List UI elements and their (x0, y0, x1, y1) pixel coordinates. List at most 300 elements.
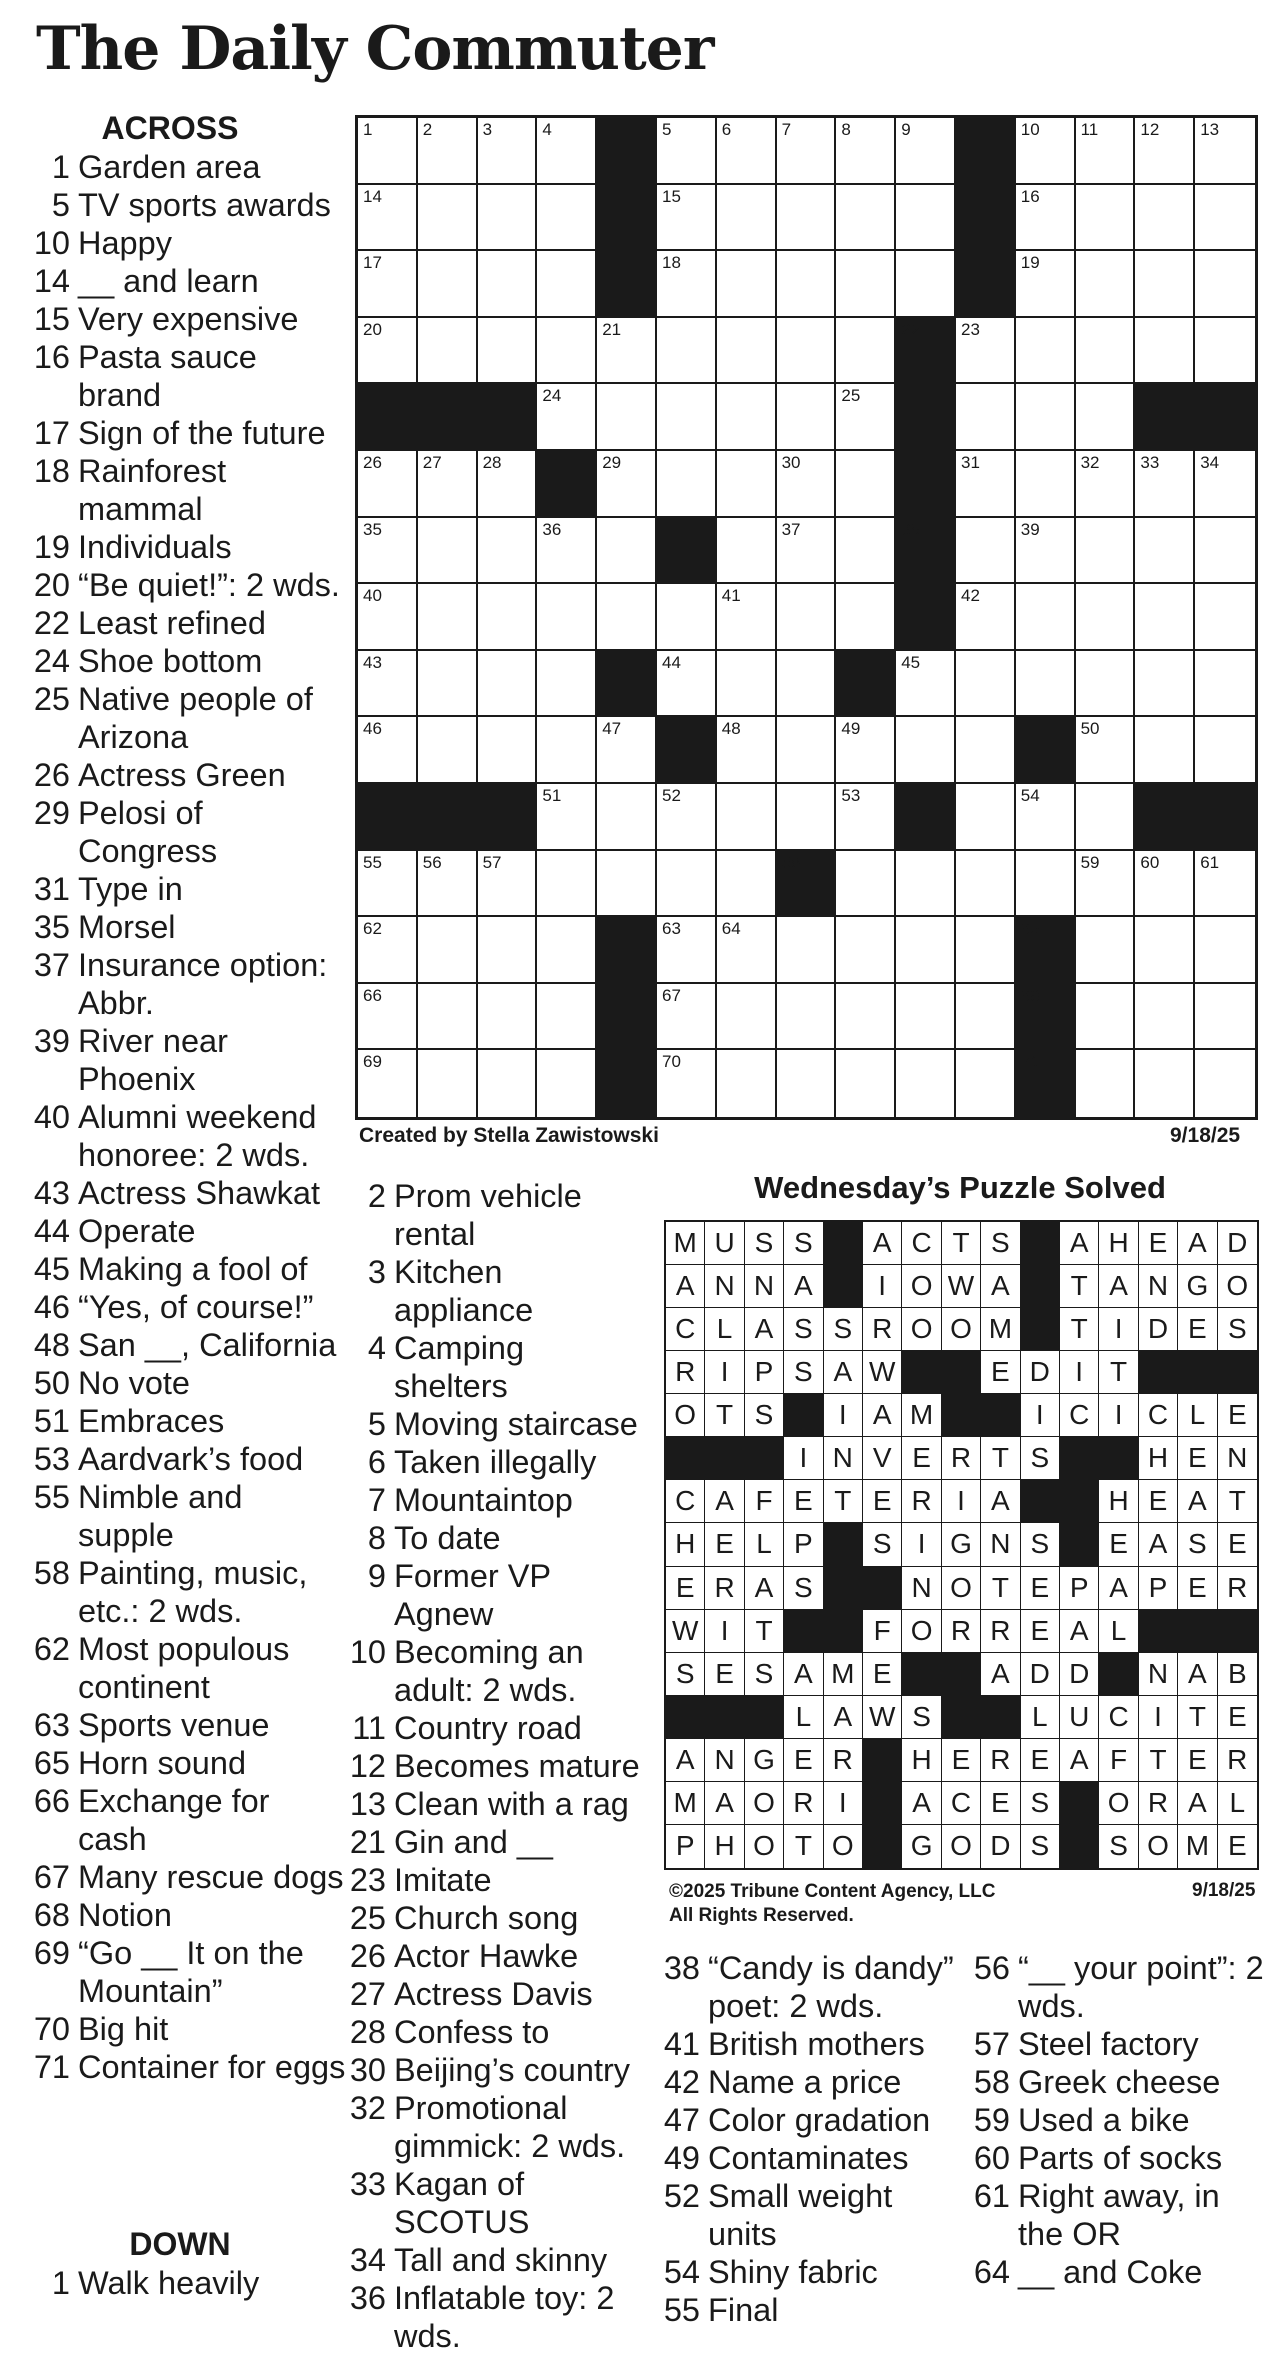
grid-cell[interactable] (418, 451, 478, 518)
grid-cell[interactable] (478, 651, 538, 718)
grid-cell[interactable] (418, 984, 478, 1051)
grid-cell[interactable] (657, 118, 717, 185)
grid-cell[interactable] (597, 717, 657, 784)
grid-cell[interactable] (717, 318, 777, 385)
solution-cell: E (1139, 1222, 1178, 1265)
clue-text: Nimble and supple (78, 1479, 243, 1553)
grid-cell[interactable] (1076, 917, 1136, 984)
grid-cell[interactable] (358, 651, 418, 718)
grid-cell[interactable] (896, 851, 956, 918)
grid-cell[interactable] (478, 1050, 538, 1117)
grid-cell[interactable] (1195, 318, 1255, 385)
grid-cell[interactable] (717, 917, 777, 984)
solution-cell-black (981, 1696, 1020, 1739)
grid-cell[interactable] (1076, 251, 1136, 318)
grid-cell[interactable] (537, 851, 597, 918)
clue-number: 6 (367, 1444, 386, 1480)
clue-across-53 (30, 1440, 346, 1478)
grid-cell[interactable] (418, 917, 478, 984)
grid-cell[interactable] (836, 451, 896, 518)
grid-cell[interactable] (537, 118, 597, 185)
clue-text: TV sports awards (78, 187, 331, 223)
down-clues-column-4 (970, 1949, 1270, 2291)
grid-cell[interactable] (537, 185, 597, 252)
grid-cell[interactable] (657, 384, 717, 451)
grid-cell[interactable] (1195, 118, 1255, 185)
grid-cell[interactable] (1076, 451, 1136, 518)
grid-cell[interactable] (358, 917, 418, 984)
grid-cell[interactable] (418, 251, 478, 318)
grid-cell[interactable] (657, 984, 717, 1051)
grid-cell[interactable] (777, 584, 837, 651)
grid-cell[interactable] (418, 851, 478, 918)
grid-cell[interactable] (657, 451, 717, 518)
grid-cell[interactable] (358, 518, 418, 585)
grid-cell[interactable] (836, 185, 896, 252)
solution-cell: O (824, 1825, 863, 1868)
grid-cell[interactable] (1016, 518, 1076, 585)
clue-number: 17 (33, 415, 70, 451)
grid-cell[interactable] (1135, 451, 1195, 518)
cell-number: 3 (482, 120, 493, 139)
cell-number: 21 (602, 319, 622, 339)
grid-cell[interactable] (1135, 1050, 1195, 1117)
solution-cell: R (902, 1480, 941, 1523)
grid-cell[interactable] (1195, 851, 1255, 918)
clue-across-22 (30, 604, 346, 642)
crossword-grid[interactable] (355, 115, 1258, 1120)
grid-cell[interactable] (1195, 984, 1255, 1051)
grid-cell[interactable] (1016, 451, 1076, 518)
grid-cell[interactable] (358, 118, 418, 185)
grid-cell-black (1016, 717, 1076, 784)
clue-text: Camping shelters (394, 1330, 525, 1404)
solution-cell: I (1021, 1394, 1060, 1437)
grid-cell[interactable] (358, 318, 418, 385)
grid-cell[interactable] (1016, 384, 1076, 451)
grid-cell[interactable] (836, 784, 896, 851)
solution-cell: W (863, 1696, 902, 1739)
grid-cell[interactable] (358, 451, 418, 518)
grid-cell[interactable] (1076, 717, 1136, 784)
solution-cell: A (1139, 1523, 1178, 1566)
clue-text: Country road (394, 1710, 582, 1746)
grid-cell[interactable] (537, 251, 597, 318)
grid-cell[interactable] (777, 1050, 837, 1117)
grid-cell[interactable] (657, 1050, 717, 1117)
clue-text: Big hit (78, 2011, 169, 2047)
grid-cell[interactable] (1076, 651, 1136, 718)
grid-cell[interactable] (956, 717, 1016, 784)
grid-cell[interactable] (1135, 917, 1195, 984)
clue-down-8 (346, 1519, 646, 1557)
grid-cell[interactable] (956, 584, 1016, 651)
grid-cell[interactable] (717, 185, 777, 252)
solution-cell: E (1139, 1480, 1178, 1523)
solution-cell: P (1139, 1567, 1178, 1610)
grid-cell[interactable] (597, 451, 657, 518)
clue-number: 1 (51, 149, 70, 185)
solution-cell: B (1218, 1653, 1257, 1696)
grid-cell[interactable] (537, 984, 597, 1051)
grid-cell[interactable] (537, 1050, 597, 1117)
clue-number: 22 (33, 605, 70, 641)
cell-number: 2 (422, 120, 433, 139)
grid-cell[interactable] (836, 584, 896, 651)
grid-cell[interactable] (597, 584, 657, 651)
grid-cell[interactable] (1135, 717, 1195, 784)
solution-cell: C (1099, 1696, 1138, 1739)
grid-cell[interactable] (956, 651, 1016, 718)
clue-text: Shoe bottom (78, 643, 263, 679)
grid-cell[interactable] (1195, 651, 1255, 718)
grid-cell[interactable] (1135, 651, 1195, 718)
clue-text: Actress Shawkat (78, 1175, 321, 1211)
clue-across-58 (30, 1554, 346, 1630)
grid-cell[interactable] (717, 651, 777, 718)
grid-cell[interactable] (657, 851, 717, 918)
clue-number: 40 (33, 1099, 70, 1135)
clue-number: 11 (352, 1710, 386, 1746)
grid-cell[interactable] (836, 251, 896, 318)
grid-cell[interactable] (717, 784, 777, 851)
grid-cell[interactable] (1135, 984, 1195, 1051)
grid-cell[interactable] (537, 584, 597, 651)
clue-across-66 (30, 1782, 346, 1858)
grid-cell[interactable] (896, 185, 956, 252)
grid-cell[interactable] (537, 651, 597, 718)
clue-number: 9 (367, 1558, 386, 1594)
cell-number: 6 (721, 120, 732, 139)
clue-across-29 (30, 794, 346, 870)
cell-number: 60 (1140, 852, 1160, 872)
solution-cell: E (1099, 1523, 1138, 1566)
grid-cell[interactable] (657, 185, 717, 252)
cell-number: 54 (1020, 785, 1040, 805)
solution-cell: V (863, 1437, 902, 1480)
grid-cell[interactable] (717, 717, 777, 784)
grid-cell[interactable] (597, 384, 657, 451)
grid-cell[interactable] (657, 784, 717, 851)
grid-cell[interactable] (1195, 251, 1255, 318)
grid-cell[interactable] (836, 1050, 896, 1117)
grid-cell[interactable] (1195, 717, 1255, 784)
clue-down-49 (660, 2139, 960, 2177)
solution-cell: T (981, 1437, 1020, 1480)
clue-number: 10 (349, 1634, 386, 1670)
grid-cell[interactable] (1076, 384, 1136, 451)
grid-cell[interactable] (597, 518, 657, 585)
grid-cell[interactable] (896, 717, 956, 784)
clue-down-28 (346, 2013, 646, 2051)
cell-number: 63 (661, 919, 681, 939)
clue-down-9 (346, 1557, 646, 1633)
clue-text: Pelosi of Congress (78, 795, 218, 869)
grid-cell[interactable] (717, 984, 777, 1051)
grid-cell[interactable] (836, 851, 896, 918)
grid-cell[interactable] (1135, 118, 1195, 185)
solution-cell-black (1139, 1610, 1178, 1653)
grid-cell[interactable] (478, 185, 538, 252)
grid-cell[interactable] (1076, 784, 1136, 851)
grid-cell[interactable] (1135, 584, 1195, 651)
grid-cell[interactable] (956, 1050, 1016, 1117)
grid-cell[interactable] (1016, 851, 1076, 918)
grid-cell[interactable] (717, 851, 777, 918)
grid-cell[interactable] (1076, 984, 1136, 1051)
grid-cell[interactable] (537, 384, 597, 451)
grid-cell[interactable] (896, 984, 956, 1051)
grid-cell[interactable] (956, 984, 1016, 1051)
grid-cell[interactable] (358, 1050, 418, 1117)
copyright (669, 1880, 996, 1928)
solution-cell: G (902, 1825, 941, 1868)
grid-cell[interactable] (777, 717, 837, 784)
grid-cell[interactable] (1076, 518, 1136, 585)
grid-cell[interactable] (1195, 1050, 1255, 1117)
solution-cell: A (745, 1308, 784, 1351)
grid-cell[interactable] (956, 384, 1016, 451)
grid-cell[interactable] (478, 318, 538, 385)
grid-cell[interactable] (1195, 518, 1255, 585)
grid-cell[interactable] (896, 251, 956, 318)
grid-cell[interactable] (896, 917, 956, 984)
clue-number: 42 (663, 2064, 700, 2100)
grid-cell[interactable] (836, 917, 896, 984)
solution-cell: O (942, 1308, 981, 1351)
clue-text: Beijing’s country (394, 2052, 631, 2088)
clue-across-26 (30, 756, 346, 794)
grid-cell[interactable] (896, 651, 956, 718)
grid-cell[interactable] (537, 784, 597, 851)
solution-cell-black (1060, 1523, 1099, 1566)
clue-number: 29 (33, 795, 70, 831)
grid-cell[interactable] (537, 717, 597, 784)
grid-cell[interactable] (1135, 518, 1195, 585)
solution-cell: D (1060, 1653, 1099, 1696)
clue-text: Final (708, 2292, 779, 2328)
grid-cell[interactable] (836, 384, 896, 451)
grid-cell[interactable] (777, 984, 837, 1051)
clue-number: 49 (663, 2140, 700, 2176)
grid-cell[interactable] (597, 318, 657, 385)
clue-text: Actress Davis (394, 1976, 593, 2012)
solution-cell: E (1178, 1437, 1217, 1480)
grid-cell[interactable] (478, 451, 538, 518)
grid-cell[interactable] (777, 384, 837, 451)
grid-cell[interactable] (358, 185, 418, 252)
grid-cell[interactable] (777, 451, 837, 518)
grid-cell[interactable] (418, 651, 478, 718)
clue-text: Individuals (78, 529, 232, 565)
clue-text: Actor Hawke (394, 1938, 579, 1974)
grid-cell[interactable] (478, 251, 538, 318)
grid-cell[interactable] (777, 651, 837, 718)
grid-cell[interactable] (478, 717, 538, 784)
grid-cell[interactable] (657, 584, 717, 651)
solution-cell: M (666, 1222, 705, 1265)
solution-cell: H (705, 1825, 744, 1868)
grid-cell[interactable] (1195, 584, 1255, 651)
grid-cell[interactable] (657, 318, 717, 385)
solution-cell: S (745, 1394, 784, 1437)
grid-cell[interactable] (1076, 851, 1136, 918)
grid-cell[interactable] (717, 518, 777, 585)
grid-cell[interactable] (418, 318, 478, 385)
clue-number: 14 (33, 263, 70, 299)
solution-cell: A (705, 1782, 744, 1825)
grid-cell[interactable] (1016, 784, 1076, 851)
clue-text: Greek cheese (1018, 2064, 1221, 2100)
solution-cell: D (1218, 1222, 1257, 1265)
solution-cell: R (981, 1739, 1020, 1782)
grid-cell[interactable] (1016, 118, 1076, 185)
grid-cell[interactable] (956, 318, 1016, 385)
clue-text: Name a price (708, 2064, 902, 2100)
grid-cell[interactable] (836, 318, 896, 385)
grid-cell[interactable] (777, 318, 837, 385)
grid-cell[interactable] (537, 917, 597, 984)
grid-cell[interactable] (537, 518, 597, 585)
grid-cell[interactable] (1195, 451, 1255, 518)
grid-cell[interactable] (1016, 318, 1076, 385)
grid-cell[interactable] (478, 584, 538, 651)
grid-cell[interactable] (836, 717, 896, 784)
grid-cell[interactable] (478, 984, 538, 1051)
grid-cell[interactable] (418, 717, 478, 784)
grid-cell[interactable] (358, 584, 418, 651)
grid-cell[interactable] (777, 251, 837, 318)
solution-cell-black (942, 1696, 981, 1739)
grid-cell[interactable] (717, 451, 777, 518)
grid-cell-black (1016, 917, 1076, 984)
clue-number: 26 (33, 757, 70, 793)
grid-cell[interactable] (777, 118, 837, 185)
grid-cell-black (836, 651, 896, 718)
grid-cell[interactable] (478, 917, 538, 984)
grid-cell[interactable] (1016, 584, 1076, 651)
grid-cell[interactable] (836, 984, 896, 1051)
clue-number: 64 (973, 2254, 1010, 2290)
grid-cell[interactable] (478, 851, 538, 918)
clue-text: Least refined (78, 605, 266, 641)
copyright-line-2: All Rights Reserved. (669, 1905, 854, 1926)
grid-cell[interactable] (956, 451, 1016, 518)
clue-text: Small weight units (708, 2178, 893, 2252)
grid-cell[interactable] (358, 717, 418, 784)
solution-cell: C (1060, 1394, 1099, 1437)
solution-cell: T (1060, 1265, 1099, 1308)
grid-cell[interactable] (777, 518, 837, 585)
grid-cell[interactable] (1195, 917, 1255, 984)
solution-cell: W (942, 1265, 981, 1308)
grid-cell[interactable] (358, 851, 418, 918)
grid-cell[interactable] (836, 518, 896, 585)
grid-cell[interactable] (1016, 251, 1076, 318)
grid-cell[interactable] (418, 584, 478, 651)
grid-cell[interactable] (358, 251, 418, 318)
grid-cell[interactable] (1076, 1050, 1136, 1117)
solution-cell: A (863, 1222, 902, 1265)
clue-number: 47 (663, 2102, 700, 2138)
cell-number: 49 (841, 719, 861, 739)
grid-cell[interactable] (1076, 185, 1136, 252)
grid-cell[interactable] (1016, 651, 1076, 718)
grid-cell[interactable] (956, 917, 1016, 984)
solution-cell: A (1099, 1567, 1138, 1610)
grid-cell[interactable] (418, 118, 478, 185)
grid-cell[interactable] (777, 784, 837, 851)
grid-cell[interactable] (777, 185, 837, 252)
solution-cell: D (981, 1825, 1020, 1868)
grid-cell[interactable] (597, 784, 657, 851)
grid-cell[interactable] (1076, 118, 1136, 185)
grid-cell[interactable] (537, 318, 597, 385)
grid-cell[interactable] (358, 984, 418, 1051)
solution-cell-black (1021, 1308, 1060, 1351)
grid-cell[interactable] (717, 584, 777, 651)
grid-cell[interactable] (1135, 318, 1195, 385)
grid-cell[interactable] (1016, 185, 1076, 252)
grid-cell[interactable] (896, 118, 956, 185)
grid-cell[interactable] (418, 518, 478, 585)
grid-cell[interactable] (777, 917, 837, 984)
grid-cell[interactable] (418, 1050, 478, 1117)
clue-text: Kitchen appliance (394, 1254, 534, 1328)
grid-cell[interactable] (657, 251, 717, 318)
clue-text: “Candy is dandy” poet: 2 wds. (708, 1950, 954, 2024)
grid-cell[interactable] (657, 651, 717, 718)
grid-cell[interactable] (956, 518, 1016, 585)
grid-cell[interactable] (1135, 851, 1195, 918)
solution-cell: O (902, 1265, 941, 1308)
solution-cell: E (1218, 1523, 1257, 1566)
clue-text: Steel factory (1018, 2026, 1199, 2062)
grid-cell[interactable] (657, 917, 717, 984)
grid-cell[interactable] (717, 251, 777, 318)
solution-cell: E (1178, 1739, 1217, 1782)
clue-text: Prom vehicle rental (394, 1178, 582, 1252)
grid-cell[interactable] (1135, 185, 1195, 252)
clue-text: Walk heavily (78, 2265, 260, 2301)
clue-number: 57 (973, 2026, 1010, 2062)
grid-cell[interactable] (1076, 584, 1136, 651)
grid-cell[interactable] (478, 518, 538, 585)
grid-cell[interactable] (717, 1050, 777, 1117)
grid-cell-black (956, 185, 1016, 252)
solution-cell: L (1218, 1782, 1257, 1825)
grid-cell[interactable] (418, 185, 478, 252)
grid-cell[interactable] (717, 384, 777, 451)
solution-cell: R (705, 1567, 744, 1610)
clue-text: Operate (78, 1213, 196, 1249)
solution-cell-black (705, 1437, 744, 1480)
grid-cell[interactable] (1135, 251, 1195, 318)
grid-cell[interactable] (1195, 185, 1255, 252)
solution-cell: S (784, 1308, 823, 1351)
grid-cell[interactable] (478, 118, 538, 185)
solution-cell: R (1139, 1782, 1178, 1825)
grid-cell[interactable] (956, 784, 1016, 851)
grid-cell[interactable] (896, 1050, 956, 1117)
solution-cell-black (942, 1394, 981, 1437)
grid-cell[interactable] (1076, 318, 1136, 385)
grid-cell[interactable] (597, 851, 657, 918)
grid-cell[interactable] (836, 118, 896, 185)
grid-cell[interactable] (717, 118, 777, 185)
grid-cell[interactable] (956, 851, 1016, 918)
clue-down-55 (660, 2291, 960, 2329)
